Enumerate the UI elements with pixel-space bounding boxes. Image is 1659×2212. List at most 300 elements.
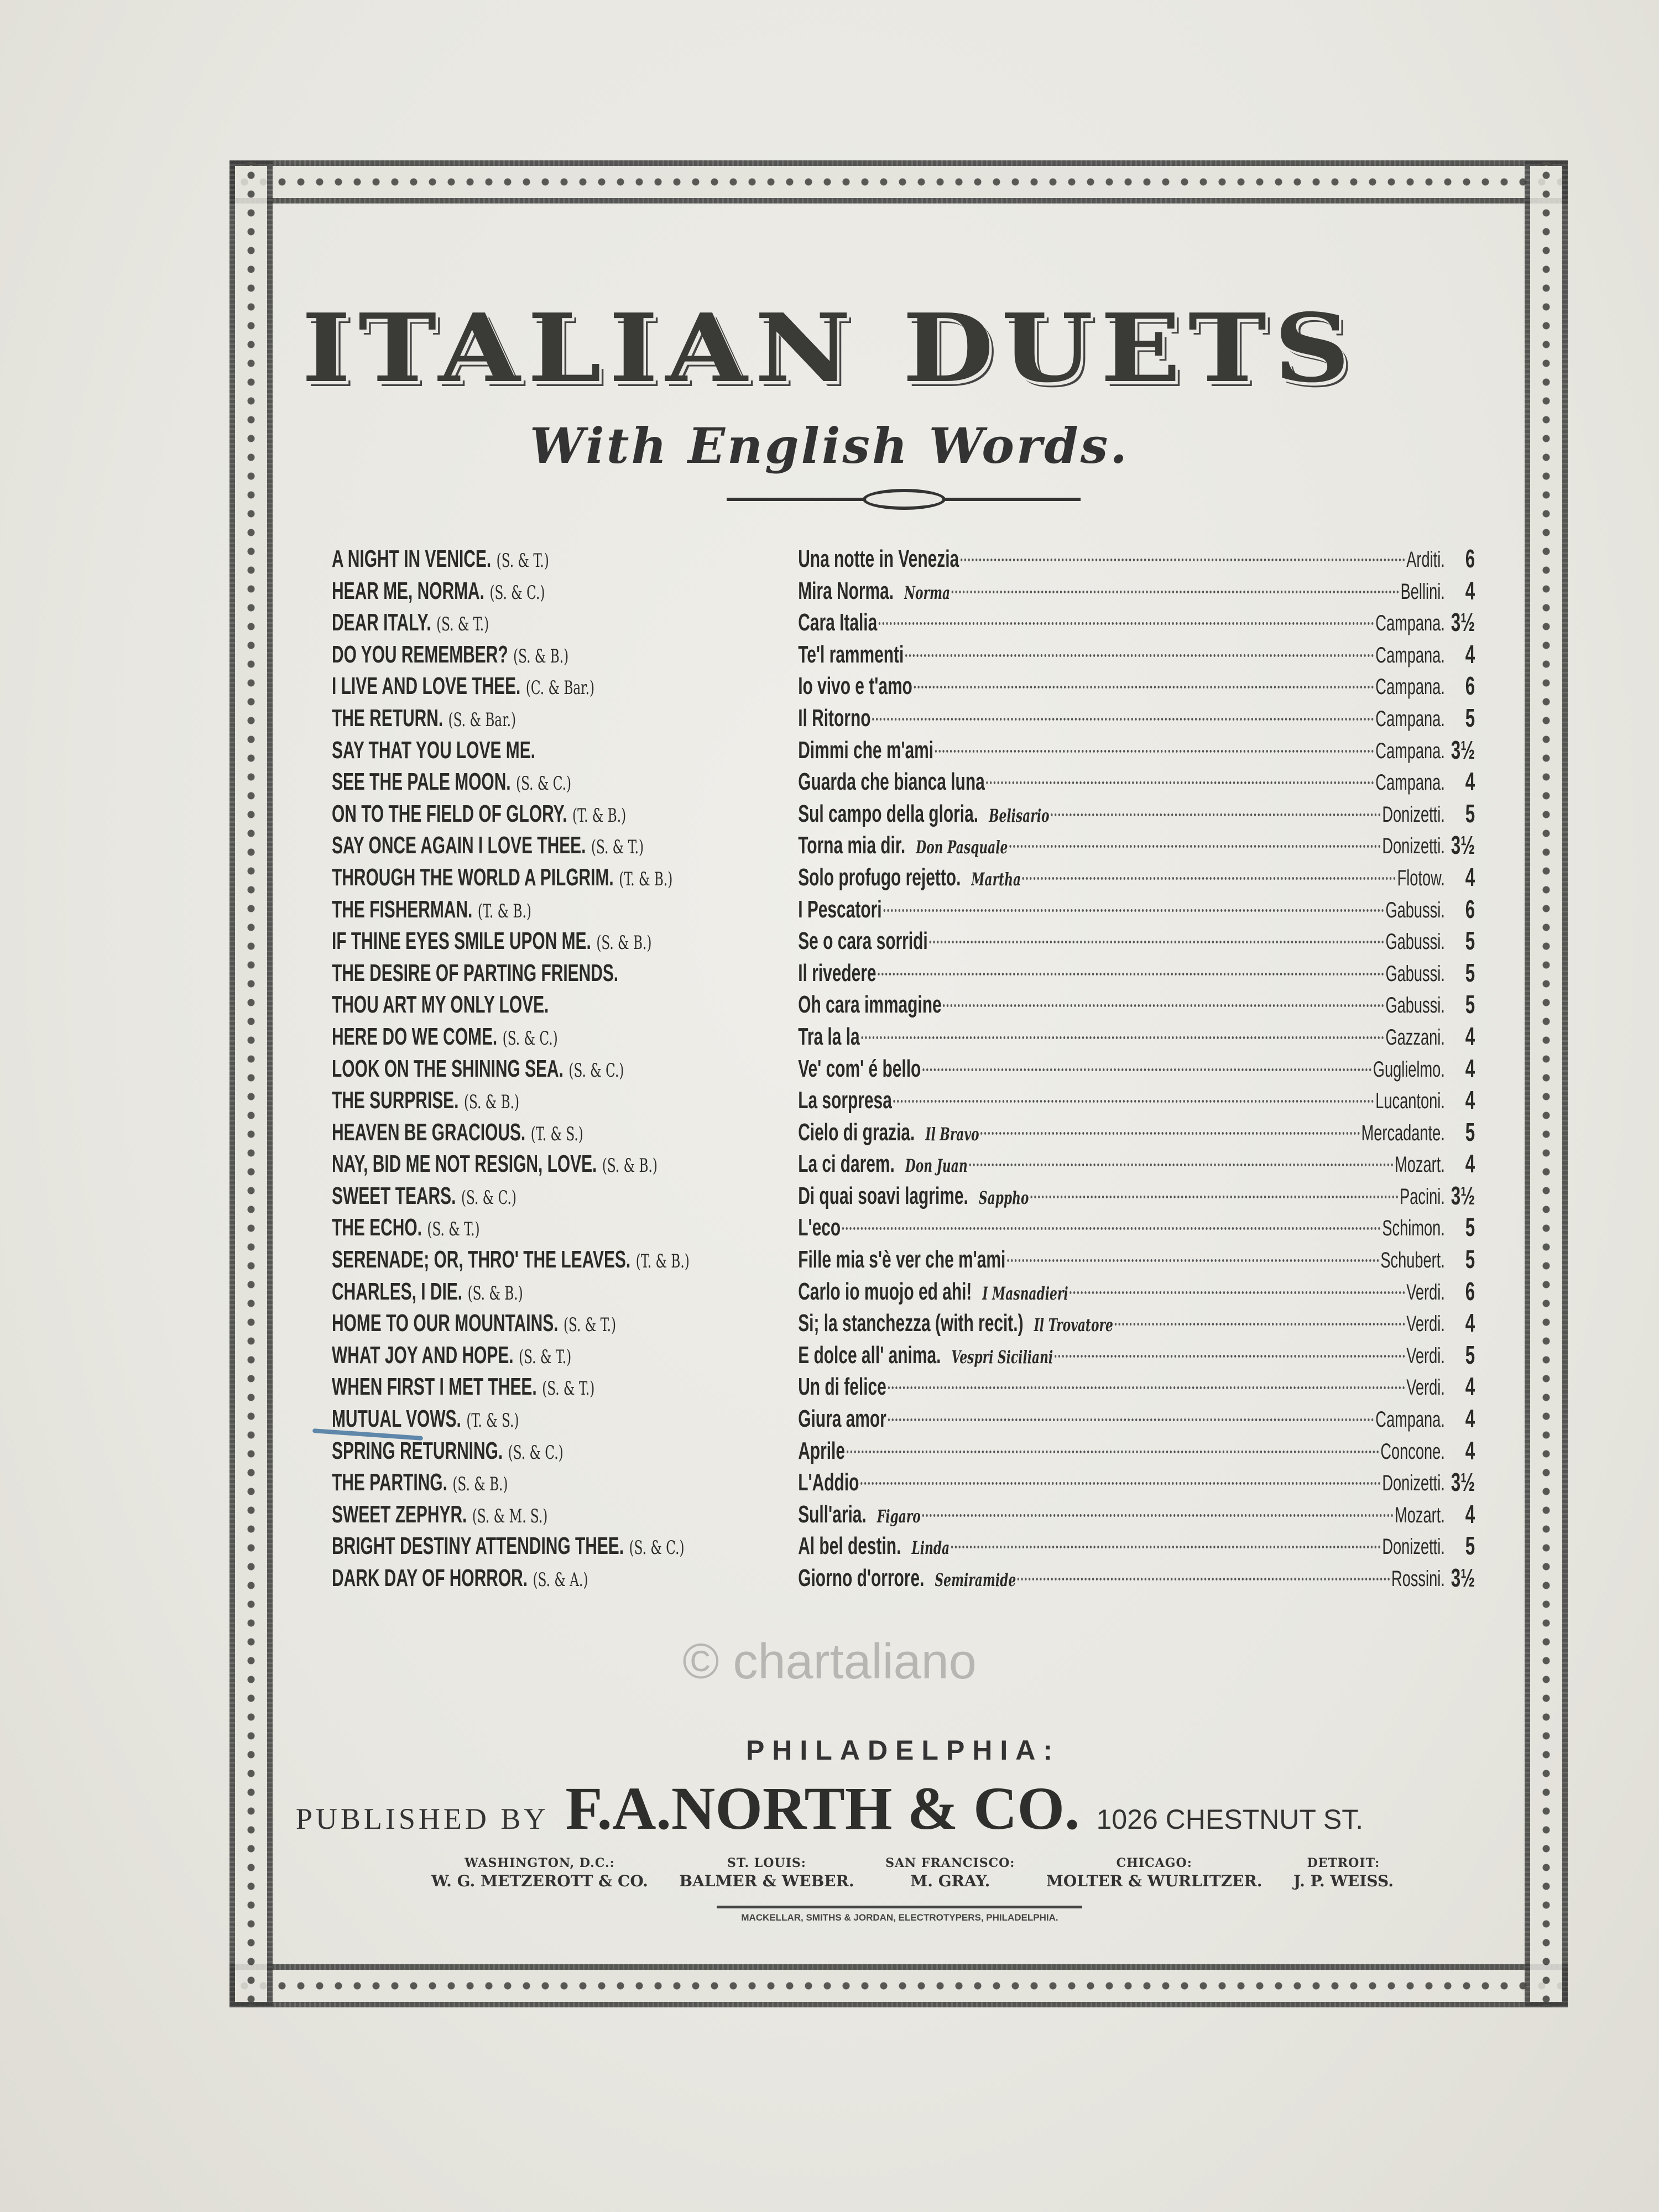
composer: Schimon. xyxy=(1382,1216,1445,1241)
italian-title: Si; la stanchezza (with recit.) xyxy=(798,1310,1024,1337)
agent xyxy=(1046,1855,1262,1891)
agent-name: BALMER & WEBER. xyxy=(679,1871,854,1890)
english-title-text: IF THINE EYES SMILE UPON ME. xyxy=(332,927,591,955)
italian-entry xyxy=(798,766,1445,798)
duet-row xyxy=(332,989,1475,1021)
duet-row xyxy=(332,1148,1475,1180)
price: 4 xyxy=(1465,1436,1475,1465)
italian-title: La ci darem. xyxy=(798,1150,895,1178)
duet-row xyxy=(332,1530,1475,1562)
english-title-text: THE PARTING. xyxy=(332,1469,447,1496)
dot-leader xyxy=(1030,1196,1398,1198)
dot-leader xyxy=(929,941,1384,943)
publisher-city: PHILADELPHIA: xyxy=(745,1735,1061,1766)
price: 3½ xyxy=(1451,735,1475,764)
dot-leader xyxy=(847,1451,1379,1453)
english-title-text: DARK DAY OF HORROR. xyxy=(332,1564,528,1592)
price: 3½ xyxy=(1451,1468,1475,1497)
italian-entry xyxy=(798,607,1445,639)
italian-title: Mira Norma. xyxy=(798,577,894,604)
dot-leader xyxy=(1022,877,1396,880)
italian-title: Torna mia dir. xyxy=(798,832,906,859)
dot-leader xyxy=(969,1164,1393,1166)
english-title xyxy=(332,670,798,702)
composer: Campana. xyxy=(1375,643,1445,667)
italian-entry xyxy=(798,543,1445,575)
italian-title: Sull'aria. xyxy=(798,1500,867,1528)
dot-leader xyxy=(872,718,1374,721)
composer: Campana. xyxy=(1375,770,1445,795)
price: 3½ xyxy=(1451,1181,1475,1210)
price: 5 xyxy=(1465,958,1475,987)
dot-leader xyxy=(888,1386,1405,1389)
footer-rule xyxy=(717,1906,1082,1908)
composer: Bellini. xyxy=(1400,579,1445,604)
composer: Campana. xyxy=(1375,1407,1445,1432)
composer: Pacini. xyxy=(1400,1184,1445,1209)
english-title-text: SWEET TEARS. xyxy=(332,1182,456,1209)
english-title xyxy=(332,639,798,671)
composer: Gazzani. xyxy=(1385,1025,1445,1050)
duet-row xyxy=(332,1307,1475,1339)
composer: Rossini. xyxy=(1391,1567,1445,1591)
english-title-text: HERE DO WE COME. xyxy=(332,1022,498,1050)
publisher-line xyxy=(0,1775,1659,1847)
composer: Gabussi. xyxy=(1385,930,1445,954)
composer: Concone. xyxy=(1380,1439,1445,1464)
duet-row xyxy=(332,1084,1475,1117)
agent xyxy=(679,1855,854,1891)
price: 4 xyxy=(1465,639,1475,669)
voice-parts: (S. & C.) xyxy=(508,1441,564,1464)
dot-leader xyxy=(1007,1259,1379,1262)
duet-row xyxy=(332,894,1475,926)
italian-entry xyxy=(798,639,1445,671)
composer: Gabussi. xyxy=(1385,961,1445,986)
agent-city: DETROIT: xyxy=(1307,1856,1380,1870)
agent-name: MOLTER & WURLITZER. xyxy=(1046,1871,1262,1890)
published-by-label: PUBLISHED BY xyxy=(295,1802,549,1835)
italian-title: Una notte in Venezia xyxy=(798,545,959,572)
duet-row xyxy=(332,575,1475,607)
voice-parts: (T. & B.) xyxy=(619,868,673,890)
voice-parts: (S. & Bar.) xyxy=(448,708,516,731)
italian-title: Il Ritorno xyxy=(798,704,871,732)
voice-parts: (S. & M. S.) xyxy=(472,1505,548,1527)
italian-entry xyxy=(798,1371,1445,1403)
english-title-text: THE FISHERMAN. xyxy=(332,895,473,923)
composer: Mozart. xyxy=(1395,1152,1445,1177)
dot-leader xyxy=(842,1227,1381,1230)
opera-name: Norma xyxy=(904,582,951,603)
duet-row xyxy=(332,670,1475,702)
english-title-text: WHAT JOY AND HOPE. xyxy=(332,1341,514,1369)
english-title-text: CHARLES, I DIE. xyxy=(332,1277,463,1305)
voice-parts: (S. & B.) xyxy=(602,1155,658,1177)
watermark: © chartaliano xyxy=(682,1634,977,1689)
dot-leader xyxy=(878,973,1384,975)
dot-leader xyxy=(894,1100,1374,1103)
agent-city: WASHINGTON, D.C.: xyxy=(465,1856,615,1870)
voice-parts: (T. & B.) xyxy=(477,900,531,922)
duet-row xyxy=(332,1371,1475,1403)
english-title xyxy=(332,1053,798,1085)
dot-leader xyxy=(1115,1323,1405,1326)
price: 4 xyxy=(1465,1499,1475,1528)
english-title xyxy=(332,1244,798,1276)
italian-entry xyxy=(798,575,1445,607)
voice-parts: (S. & B.) xyxy=(596,932,652,954)
composer: Verdi. xyxy=(1406,1343,1445,1368)
italian-entry xyxy=(798,957,1445,989)
english-title xyxy=(332,734,798,766)
english-title xyxy=(332,830,798,862)
price: 4 xyxy=(1465,1308,1475,1338)
voice-parts: (S. & T.) xyxy=(496,550,549,572)
italian-title: L'Addio xyxy=(798,1469,859,1496)
english-title-text: SWEET ZEPHYR. xyxy=(332,1500,467,1528)
agent-name: J. P. WEISS. xyxy=(1293,1871,1394,1890)
duet-row xyxy=(332,639,1475,671)
composer: Arditi. xyxy=(1406,547,1445,572)
italian-title: Sul campo della gloria. xyxy=(798,800,979,827)
composer: Donizetti. xyxy=(1382,1471,1445,1496)
agent-name: W. G. METZEROTT & CO. xyxy=(431,1871,648,1890)
duet-row xyxy=(332,925,1475,957)
voice-parts: (S. & T.) xyxy=(427,1218,480,1241)
opera-name: I Masnadieri xyxy=(982,1282,1068,1304)
voice-parts: (T. & B.) xyxy=(635,1250,690,1273)
english-title-text: THE RETURN. xyxy=(332,704,444,732)
dot-leader xyxy=(952,591,1399,593)
voice-parts: (S. & T.) xyxy=(591,836,644,859)
english-title xyxy=(332,1021,798,1053)
dot-leader xyxy=(922,1068,1371,1071)
english-title xyxy=(332,1212,798,1244)
english-title-text: WHEN FIRST I MET THEE. xyxy=(332,1373,537,1401)
composer: Mercadante. xyxy=(1361,1120,1445,1145)
voice-parts: (S. & C.) xyxy=(461,1186,517,1209)
english-title-text: NAY, BID ME NOT RESIGN, LOVE. xyxy=(332,1150,597,1178)
composer: Donizetti. xyxy=(1382,834,1445,859)
duet-row xyxy=(332,1499,1475,1531)
composer: Donizetti. xyxy=(1382,1535,1445,1559)
english-title-text: THE SURPRISE. xyxy=(332,1087,459,1114)
duet-row xyxy=(332,1021,1475,1053)
price: 3½ xyxy=(1451,831,1475,860)
english-title-text: HEAVEN BE GRACIOUS. xyxy=(332,1118,526,1146)
italian-entry xyxy=(798,1530,1445,1562)
voice-parts: (S. & T.) xyxy=(519,1345,572,1368)
price: 3½ xyxy=(1451,608,1475,637)
voice-parts: (C. & Bar.) xyxy=(525,677,595,700)
english-title xyxy=(332,957,798,989)
opera-name: Martha xyxy=(971,868,1021,890)
english-title-text: HEAR ME, NORMA. xyxy=(332,577,484,604)
english-title xyxy=(332,1084,798,1117)
voice-parts: (S. & B.) xyxy=(467,1282,523,1305)
english-title xyxy=(332,1403,798,1435)
italian-title: Tra la la xyxy=(798,1022,860,1050)
composer: Campana. xyxy=(1375,675,1445,700)
dot-leader xyxy=(1051,813,1380,816)
english-title xyxy=(332,1530,798,1562)
border-bottom xyxy=(229,1964,1568,2007)
english-title xyxy=(332,1307,798,1339)
composer: Campana. xyxy=(1375,706,1445,731)
publisher-name: F.A.NORTH & CO. xyxy=(565,1775,1080,1842)
italian-entry xyxy=(798,1499,1445,1531)
italian-entry xyxy=(798,830,1445,862)
composer: Guglielmo. xyxy=(1373,1057,1445,1082)
voice-parts: (S. & C.) xyxy=(502,1027,558,1050)
voice-parts: (S. & B.) xyxy=(452,1473,508,1496)
italian-title: Al bel destin. xyxy=(798,1532,901,1560)
italian-entry xyxy=(798,925,1445,957)
duet-row xyxy=(332,957,1475,989)
composer: Verdi. xyxy=(1406,1312,1445,1337)
duet-row xyxy=(332,1053,1475,1085)
duet-row xyxy=(332,543,1475,575)
price: 4 xyxy=(1465,862,1475,891)
english-title-text: BRIGHT DESTINY ATTENDING THEE. xyxy=(332,1532,624,1560)
english-title xyxy=(332,575,798,607)
english-title-text: SAY ONCE AGAIN I LOVE THEE. xyxy=(332,832,586,859)
italian-entry xyxy=(798,1117,1445,1149)
english-title xyxy=(332,1562,798,1594)
voice-parts: (T. & S.) xyxy=(466,1410,519,1432)
publisher-address: 1026 CHESTNUT ST. xyxy=(1096,1804,1364,1835)
english-title xyxy=(332,1499,798,1531)
dot-leader xyxy=(861,1036,1384,1039)
english-title-text: SPRING RETURNING. xyxy=(332,1437,503,1464)
duet-list xyxy=(332,543,1659,1594)
voice-parts: (T. & S.) xyxy=(530,1123,583,1145)
price: 4 xyxy=(1465,767,1475,796)
agent xyxy=(885,1855,1015,1891)
english-title-text: SERENADE; OR, THRO' THE LEAVES. xyxy=(332,1246,631,1274)
english-title-text: THE ECHO. xyxy=(332,1214,422,1241)
opera-name: Semiramide xyxy=(935,1569,1016,1590)
dot-leader xyxy=(986,781,1374,784)
composer: Gabussi. xyxy=(1385,898,1445,922)
english-title-text: LOOK ON THE SHINING SEA. xyxy=(332,1055,564,1082)
italian-title: Carlo io muojo ed ahi! xyxy=(798,1277,972,1305)
voice-parts: (S. & T.) xyxy=(563,1314,617,1337)
composer: Campana. xyxy=(1375,611,1445,636)
italian-entry xyxy=(798,989,1445,1021)
price: 5 xyxy=(1465,799,1475,828)
composer: Donizetti. xyxy=(1382,802,1445,827)
composer: Lucantoni. xyxy=(1375,1089,1445,1114)
voice-parts: (S. & B.) xyxy=(513,645,569,667)
italian-entry xyxy=(798,1053,1445,1085)
italian-title: Io vivo e t'amo xyxy=(798,672,912,700)
italian-entry xyxy=(798,1084,1445,1117)
english-title xyxy=(332,766,798,798)
duet-row xyxy=(332,734,1475,766)
english-title-text: DO YOU REMEMBER? xyxy=(332,640,508,668)
dot-leader xyxy=(879,622,1374,625)
opera-name: Linda xyxy=(911,1537,950,1559)
english-title xyxy=(332,1276,798,1308)
opera-name: Belisario xyxy=(989,805,1050,826)
italian-entry xyxy=(798,670,1445,702)
italian-title: Ve' com' é bello xyxy=(798,1055,921,1082)
english-title xyxy=(332,862,798,894)
english-title xyxy=(332,1117,798,1149)
dot-leader xyxy=(935,750,1374,753)
dot-leader xyxy=(951,1546,1381,1548)
italian-title: Il rivedere xyxy=(798,959,877,987)
composer: Schubert. xyxy=(1380,1248,1445,1273)
english-title xyxy=(332,925,798,957)
italian-title: Guarda che bianca luna xyxy=(798,768,985,796)
composer: Mozart. xyxy=(1395,1503,1445,1527)
english-title-text: MUTUAL VOWS. xyxy=(332,1405,461,1433)
english-title-text: THE DESIRE OF PARTING FRIENDS. xyxy=(332,959,619,987)
english-title-text: DEAR ITALY. xyxy=(332,609,431,637)
english-title xyxy=(332,1339,798,1371)
voice-parts: (S. & C.) xyxy=(568,1059,624,1082)
price: 5 xyxy=(1465,990,1475,1019)
english-title xyxy=(332,543,798,575)
italian-title: L'eco xyxy=(798,1214,841,1241)
italian-title: I Pescatori xyxy=(798,895,882,923)
italian-entry xyxy=(798,1435,1445,1467)
dot-leader xyxy=(883,909,1384,912)
italian-title: Solo profugo rejetto. xyxy=(798,863,961,891)
divider-ornament-icon xyxy=(863,489,946,510)
italian-entry xyxy=(798,1212,1445,1244)
english-title-text: I LIVE AND LOVE THEE. xyxy=(332,672,521,700)
italian-entry xyxy=(798,702,1445,734)
duet-row xyxy=(332,1435,1475,1467)
duet-row xyxy=(332,862,1475,894)
opera-name: Il Bravo xyxy=(925,1123,979,1145)
italian-title: Di quai soavi lagrime. xyxy=(798,1182,968,1209)
italian-title: Cara Italia xyxy=(798,609,878,637)
agent-city: SAN FRANCISCO: xyxy=(885,1856,1015,1870)
composer: Verdi. xyxy=(1406,1280,1445,1305)
price: 5 xyxy=(1465,926,1475,956)
english-title-text: ON TO THE FIELD OF GLORY. xyxy=(332,800,567,827)
italian-title: Fille mia s'è ver che m'ami xyxy=(798,1246,1006,1274)
italian-title: Te'l rammenti xyxy=(798,640,904,668)
english-title-text: SEE THE PALE MOON. xyxy=(332,768,511,796)
price: 6 xyxy=(1465,1276,1475,1306)
italian-title: Se o cara sorridi xyxy=(798,927,928,955)
italian-entry xyxy=(798,1467,1445,1499)
italian-entry xyxy=(798,1307,1445,1339)
duet-row xyxy=(332,1212,1475,1244)
duet-row xyxy=(332,830,1475,862)
italian-entry xyxy=(798,894,1445,926)
italian-title: La sorpresa xyxy=(798,1087,892,1114)
composer: Verdi. xyxy=(1406,1375,1445,1400)
dot-leader xyxy=(905,654,1374,657)
english-title xyxy=(332,1467,798,1499)
composer: Gabussi. xyxy=(1385,993,1445,1018)
duet-row xyxy=(332,1562,1475,1594)
voice-parts: (S. & T.) xyxy=(542,1378,595,1400)
duet-row xyxy=(332,607,1475,639)
agent-city: ST. LOUIS: xyxy=(727,1856,806,1870)
composer: Flotow. xyxy=(1397,865,1445,890)
opera-name: Don Pasquale xyxy=(916,837,1008,858)
dot-leader xyxy=(1055,1355,1405,1358)
price: 3½ xyxy=(1451,1563,1475,1592)
english-title-text: THOU ART MY ONLY LOVE. xyxy=(332,991,549,1019)
agent xyxy=(1293,1855,1394,1891)
voice-parts: (S. & C.) xyxy=(516,773,572,795)
price: 6 xyxy=(1465,544,1475,573)
page-subtitle: With English Words. xyxy=(529,417,1129,474)
italian-title: Aprile xyxy=(798,1437,845,1464)
voice-parts: (S. & C.) xyxy=(629,1537,685,1559)
duet-row xyxy=(332,1467,1475,1499)
duet-row xyxy=(332,1117,1475,1149)
voice-parts: (T. & B.) xyxy=(572,804,627,827)
duet-row xyxy=(332,702,1475,734)
price: 4 xyxy=(1465,1404,1475,1433)
border-top xyxy=(229,160,1568,204)
price: 4 xyxy=(1465,1021,1475,1051)
dot-leader xyxy=(922,1514,1393,1517)
english-title xyxy=(332,989,798,1021)
agent-city: CHICAGO: xyxy=(1116,1856,1192,1870)
duet-row xyxy=(332,1276,1475,1308)
italian-entry xyxy=(798,734,1445,766)
dot-leader xyxy=(980,1132,1360,1135)
duet-row xyxy=(332,1339,1475,1371)
english-title xyxy=(332,1180,798,1212)
italian-entry xyxy=(798,1562,1445,1594)
english-title xyxy=(332,894,798,926)
agents-list xyxy=(431,1855,1394,1891)
dot-leader xyxy=(1018,1578,1390,1580)
agent-name: M. GRAY. xyxy=(910,1871,990,1890)
italian-title: Giorno d'orrore. xyxy=(798,1564,925,1592)
opera-name: Figaro xyxy=(877,1505,921,1527)
duet-row xyxy=(332,1244,1475,1276)
price: 5 xyxy=(1465,1213,1475,1242)
voice-parts: (S. & B.) xyxy=(463,1091,519,1114)
dot-leader xyxy=(943,1004,1384,1007)
opera-name: Don Juan xyxy=(905,1155,968,1177)
price: 4 xyxy=(1465,1372,1475,1401)
price: 5 xyxy=(1465,1245,1475,1274)
dot-leader xyxy=(961,559,1405,561)
price: 5 xyxy=(1465,1531,1475,1561)
italian-title: E dolce all' anima. xyxy=(798,1341,941,1369)
english-title xyxy=(332,1435,798,1467)
price: 5 xyxy=(1465,703,1475,732)
agent xyxy=(431,1855,648,1891)
english-title xyxy=(332,702,798,734)
italian-title: Dimmi che m'ami xyxy=(798,736,934,764)
english-title-text: HOME TO OUR MOUNTAINS. xyxy=(332,1310,559,1337)
italian-entry xyxy=(798,1148,1445,1180)
opera-name: Sappho xyxy=(978,1187,1029,1208)
price: 5 xyxy=(1465,1117,1475,1146)
english-title xyxy=(332,798,798,830)
italian-entry xyxy=(798,1244,1445,1276)
italian-entry xyxy=(798,1403,1445,1435)
dot-leader xyxy=(914,686,1374,688)
english-title-text: A NIGHT IN VENICE. xyxy=(332,545,492,572)
price: 4 xyxy=(1465,576,1475,605)
